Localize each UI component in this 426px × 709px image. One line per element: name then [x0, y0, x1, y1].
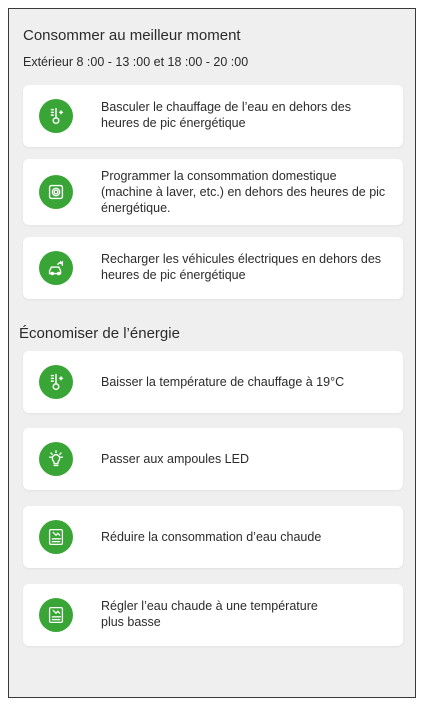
tip-card — [23, 159, 403, 225]
tip-text: Programmer la consommation domestique (machine à laver, etc.) en dehors des heures de pic énergétique. — [101, 169, 386, 215]
water-heater-icon — [39, 520, 73, 554]
light-bulb-icon — [39, 442, 73, 476]
tip-card — [23, 584, 403, 646]
thermometer-icon — [39, 365, 73, 399]
ev-car-icon — [39, 251, 73, 285]
tip-card — [23, 428, 403, 490]
energy-tips-panel — [8, 8, 416, 698]
washing-machine-icon — [39, 175, 73, 209]
tip-text: Recharger les véhicules électriques en dehors des heures de pic énergétique — [101, 252, 382, 282]
tip-card — [23, 351, 403, 413]
tip-card — [23, 506, 403, 568]
thermometer-icon — [39, 99, 73, 133]
tip-card — [23, 237, 403, 299]
tip-text: Régler l’eau chaude à une température plus basse — [101, 599, 318, 629]
tip-text: Réduire la consommation d’eau chaude — [101, 530, 322, 544]
section-title-save: Économiser de l’énergie — [19, 325, 180, 342]
section-title-consume: Consommer au meilleur moment — [23, 27, 241, 44]
tip-text: Baisser la température de chauffage à 19°C — [101, 375, 345, 389]
section-subtitle-hours: Extérieur 8 :00 - 13 :00 et 18 :00 - 20 :00 — [23, 55, 249, 69]
tip-card — [23, 85, 403, 147]
water-heater-icon — [39, 598, 73, 632]
tip-text: Basculer le chauffage de l’eau en dehors des heures de pic énergétique — [101, 100, 351, 130]
tip-text: Passer aux ampoules LED — [101, 452, 249, 466]
